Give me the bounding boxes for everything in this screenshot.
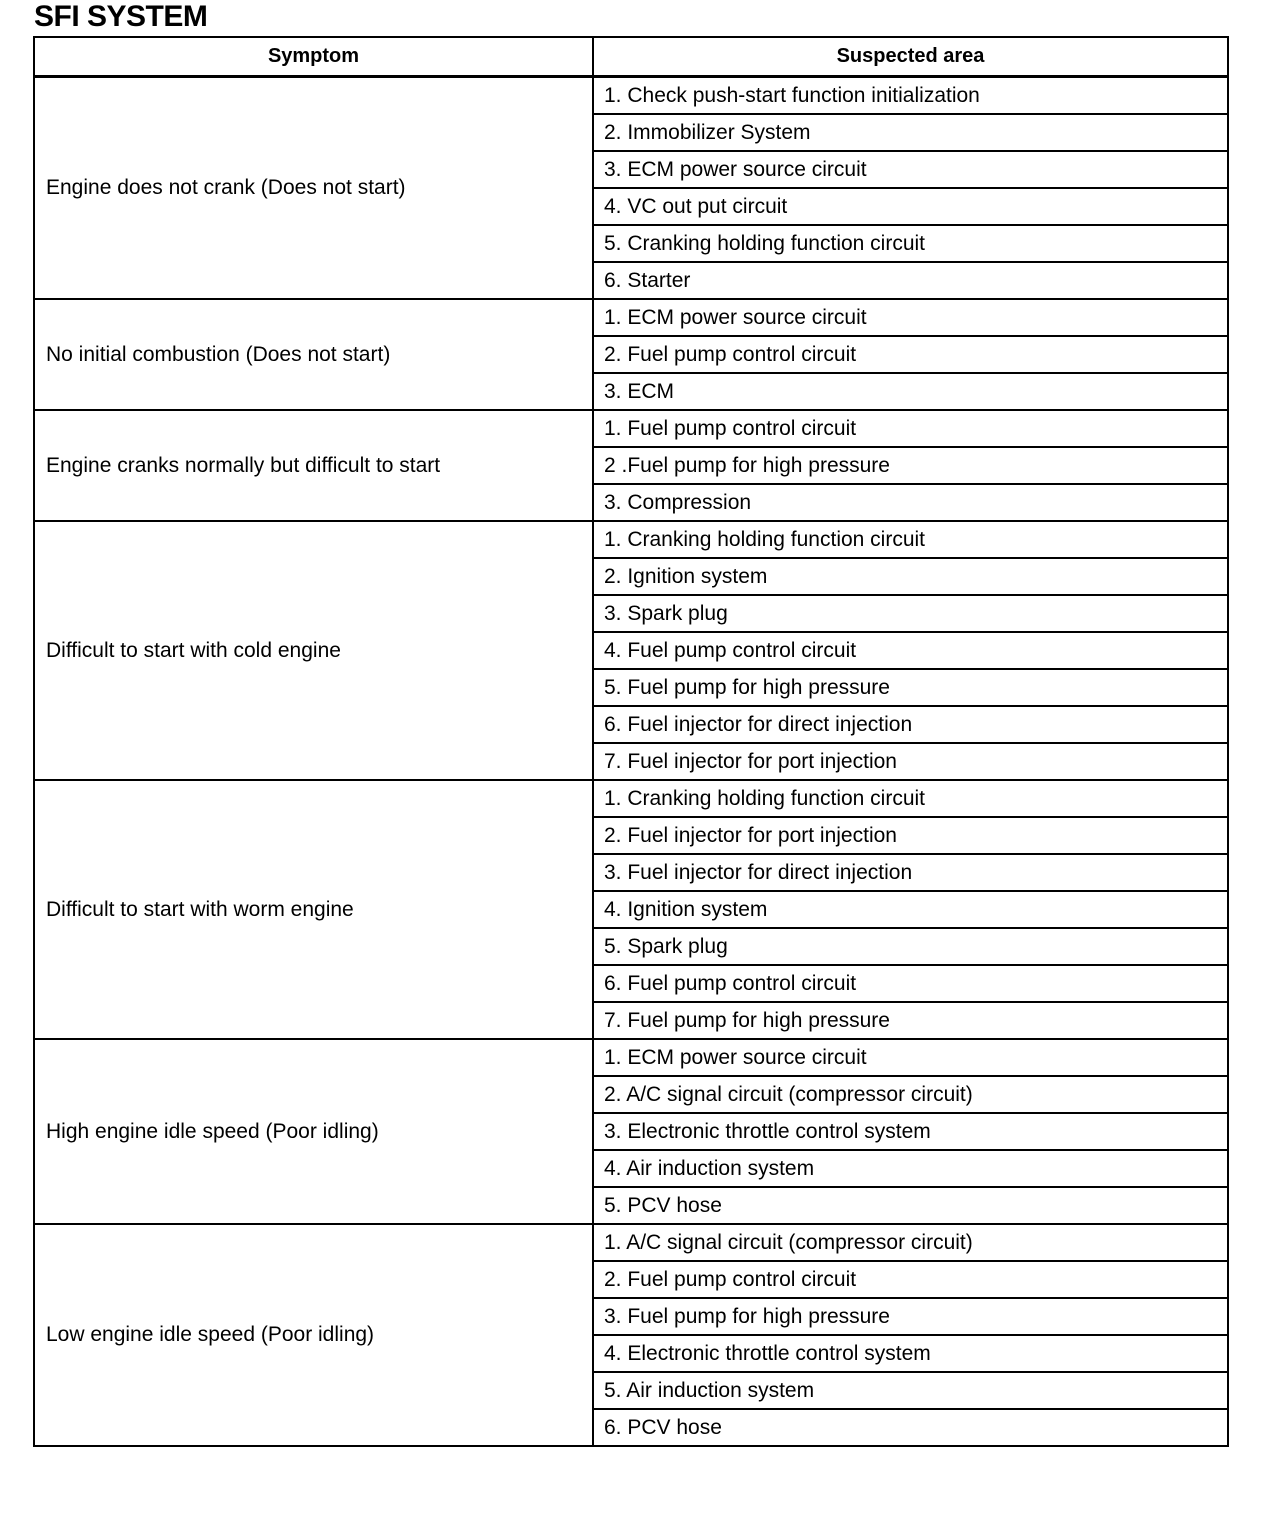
symptom-cell: Engine does not crank (Does not start) <box>34 77 593 300</box>
page-title: SFI SYSTEM <box>34 0 208 33</box>
suspected-area-cell: 2. Fuel injector for port injection <box>593 817 1228 854</box>
table-row <box>34 1224 1228 1261</box>
suspected-area-cell: 6. Fuel injector for direct injection <box>593 706 1228 743</box>
suspected-area-cell: 2. Immobilizer System <box>593 114 1228 151</box>
suspected-area-cell: 1. ECM power source circuit <box>593 1039 1228 1076</box>
symptom-cell: Difficult to start with cold engine <box>34 521 593 780</box>
suspected-area-cell: 2. Ignition system <box>593 558 1228 595</box>
suspected-area-cell: 6. Starter <box>593 262 1228 299</box>
table-row <box>34 1039 1228 1076</box>
suspected-area-cell: 2. A/C signal circuit (compressor circuit) <box>593 1076 1228 1113</box>
suspected-area-cell: 3. Spark plug <box>593 595 1228 632</box>
symptom-cell: Difficult to start with worm engine <box>34 780 593 1039</box>
symptom-column-header: Symptom <box>34 37 593 77</box>
table-row <box>34 299 1228 336</box>
suspected-area-cell: 4. Electronic throttle control system <box>593 1335 1228 1372</box>
suspected-area-cell: 1. Check push-start function initialization <box>593 77 1228 115</box>
suspected-area-column-header: Suspected area <box>593 37 1228 77</box>
table-header-row <box>34 37 1228 77</box>
suspected-area-cell: 3. Fuel pump for high pressure <box>593 1298 1228 1335</box>
suspected-area-cell: 3. Electronic throttle control system <box>593 1113 1228 1150</box>
suspected-area-cell: 5. Fuel pump for high pressure <box>593 669 1228 706</box>
table-row <box>34 780 1228 817</box>
suspected-area-cell: 2. Fuel pump control circuit <box>593 336 1228 373</box>
table-row <box>34 410 1228 447</box>
suspected-area-cell: 5. Spark plug <box>593 928 1228 965</box>
suspected-area-cell: 5. PCV hose <box>593 1187 1228 1224</box>
table-row <box>34 521 1228 558</box>
suspected-area-cell: 5. Air induction system <box>593 1372 1228 1409</box>
suspected-area-cell: 4. Air induction system <box>593 1150 1228 1187</box>
suspected-area-cell: 4. Ignition system <box>593 891 1228 928</box>
table-row <box>34 77 1228 115</box>
symptom-cell: No initial combustion (Does not start) <box>34 299 593 410</box>
suspected-area-cell: 7. Fuel pump for high pressure <box>593 1002 1228 1039</box>
suspected-area-cell: 4. VC out put circuit <box>593 188 1228 225</box>
suspected-area-cell: 2. Fuel pump control circuit <box>593 1261 1228 1298</box>
suspected-area-cell: 6. PCV hose <box>593 1409 1228 1446</box>
symptom-cell: Engine cranks normally but difficult to start <box>34 410 593 521</box>
suspected-area-cell: 6. Fuel pump control circuit <box>593 965 1228 1002</box>
suspected-area-cell: 7. Fuel injector for port injection <box>593 743 1228 780</box>
suspected-area-cell: 1. Fuel pump control circuit <box>593 410 1228 447</box>
suspected-area-cell: 1. A/C signal circuit (compressor circuit) <box>593 1224 1228 1261</box>
symptom-cell: Low engine idle speed (Poor idling) <box>34 1224 593 1446</box>
suspected-area-cell: 3. Compression <box>593 484 1228 521</box>
suspected-area-cell: 1. Cranking holding function circuit <box>593 521 1228 558</box>
suspected-area-cell: 1. ECM power source circuit <box>593 299 1228 336</box>
symptom-cell: High engine idle speed (Poor idling) <box>34 1039 593 1224</box>
diagnosis-table <box>33 36 1229 1447</box>
table-body <box>34 77 1228 1447</box>
suspected-area-cell: 3. ECM power source circuit <box>593 151 1228 188</box>
suspected-area-cell: 1. Cranking holding function circuit <box>593 780 1228 817</box>
suspected-area-cell: 4. Fuel pump control circuit <box>593 632 1228 669</box>
suspected-area-cell: 2 .Fuel pump for high pressure <box>593 447 1228 484</box>
suspected-area-cell: 3. Fuel injector for direct injection <box>593 854 1228 891</box>
suspected-area-cell: 3. ECM <box>593 373 1228 410</box>
suspected-area-cell: 5. Cranking holding function circuit <box>593 225 1228 262</box>
